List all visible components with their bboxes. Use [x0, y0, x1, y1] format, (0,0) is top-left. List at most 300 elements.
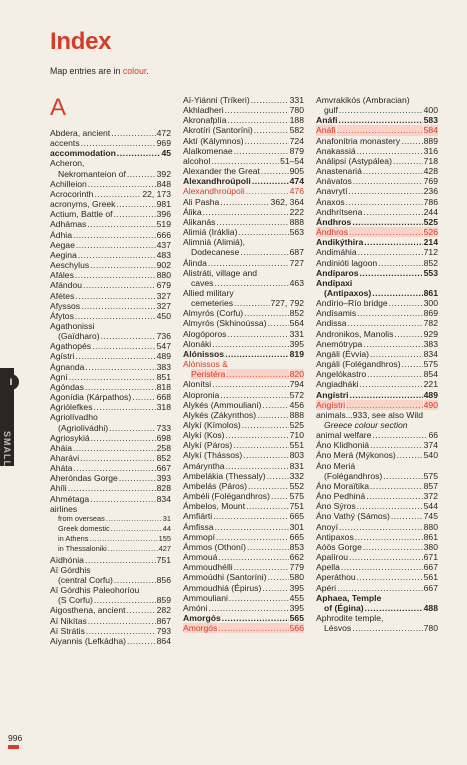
- entry-page: 583: [423, 115, 438, 126]
- entry-term: Greek domestic: [58, 524, 110, 534]
- entry-term: gulf: [324, 105, 338, 116]
- entry-term: Áno Merá (Mýkonos): [316, 450, 396, 461]
- entry-page: 665: [289, 531, 304, 542]
- index-entry: [50, 148, 171, 158]
- leader-dots: [338, 115, 422, 125]
- index-entry: [316, 115, 438, 125]
- index-entry: [316, 390, 438, 400]
- entry-term: Ammopí: [183, 531, 215, 542]
- index-entry: [183, 613, 304, 623]
- entry-page: 698: [156, 432, 171, 443]
- entry-page: 383: [156, 361, 171, 372]
- leader-dots: [106, 514, 162, 524]
- entry-term: Ambelákia (Thessaly): [183, 470, 266, 481]
- entry-page: 450: [156, 310, 171, 321]
- index-entry: [50, 392, 171, 402]
- index-heading-text: Aï Górdhis Paleohoríou: [50, 585, 140, 596]
- index-column-2: [183, 95, 304, 633]
- entry-term: Ámmos (Othoní): [183, 541, 247, 552]
- entry-page: 665: [289, 511, 304, 522]
- index-heading-text: Alistráti, village and: [183, 267, 258, 278]
- entry-term: Aháta: [50, 463, 73, 474]
- entry-term: Ámbelos, Mount: [183, 501, 246, 512]
- index-entry: [183, 583, 304, 593]
- entry-term: (Antipaxos): [324, 287, 372, 298]
- section-letter: A: [50, 94, 67, 121]
- entry-term: Áno Moraïtika: [316, 480, 370, 491]
- leader-dots: [85, 555, 156, 565]
- index-entry: [316, 481, 438, 491]
- entry-page: 544: [423, 501, 438, 512]
- entry-page: 483: [156, 249, 171, 260]
- entry-term: Amáryntha: [183, 460, 225, 471]
- entry-term: Alopronia: [183, 389, 220, 400]
- index-entry: [183, 532, 304, 542]
- entry-term: Afándou: [50, 280, 83, 291]
- leader-dots: [73, 443, 156, 453]
- entry-term: Anafonítria monastery: [316, 135, 401, 146]
- entry-term: Amfiárti: [183, 511, 213, 522]
- entry-term: Ali Pasha: [183, 196, 220, 207]
- index-entry: [183, 420, 304, 430]
- index-heading: [183, 237, 304, 247]
- entry-term: Acrocorinth: [50, 188, 94, 199]
- entry-term: Alónissos: [183, 348, 225, 359]
- leader-dots: [391, 511, 423, 521]
- entry-page: 724: [289, 135, 304, 146]
- leader-dots: [108, 544, 158, 554]
- leader-dots: [339, 105, 423, 115]
- subtitle-text: Map entries are in: [50, 66, 123, 76]
- entry-page: 780: [423, 623, 438, 634]
- page-title: Index: [50, 28, 112, 55]
- index-entry: [50, 626, 171, 636]
- index-entry: [316, 288, 438, 298]
- entry-term: Aegina: [50, 249, 77, 260]
- index-entry: [50, 616, 171, 626]
- index-entry: [50, 169, 171, 179]
- entry-page: 818: [156, 381, 171, 392]
- index-heading: [50, 158, 171, 168]
- entry-page: 667: [423, 582, 438, 593]
- entry-term: Andinióti lagoon: [316, 257, 378, 268]
- index-entry: [183, 156, 304, 166]
- entry-term: Agístri: [50, 351, 75, 362]
- leader-dots: [208, 258, 289, 268]
- entry-page: 854: [423, 369, 438, 380]
- leader-dots: [218, 623, 288, 633]
- leader-dots: [348, 318, 423, 328]
- index-entry: [316, 258, 438, 268]
- entry-page: 489: [423, 389, 438, 400]
- index-entry: [50, 179, 171, 189]
- entry-page: 667: [423, 562, 438, 573]
- index-entry: [316, 552, 438, 562]
- index-entry: [316, 186, 438, 196]
- index-entry: [316, 166, 438, 176]
- index-entry: [183, 400, 304, 410]
- entry-term: Agóndas: [50, 381, 84, 392]
- index-entry: [50, 514, 171, 524]
- entry-page: 888: [289, 409, 304, 420]
- index-entry: [316, 105, 438, 115]
- entry-page: 427: [158, 544, 171, 554]
- entry-page: 489: [156, 351, 171, 362]
- leader-dots: [114, 575, 156, 585]
- leader-dots: [119, 473, 156, 483]
- leader-dots: [127, 169, 156, 179]
- leader-dots: [358, 247, 423, 257]
- leader-dots: [268, 572, 289, 582]
- entry-term: Alykí (Kos): [183, 430, 225, 441]
- index-entry: [316, 532, 438, 542]
- leader-dots: [389, 298, 423, 308]
- leader-dots: [220, 197, 269, 207]
- entry-page: 671: [423, 552, 438, 563]
- leader-dots: [244, 308, 288, 318]
- entry-term: Angáli (Folégandhros): [316, 359, 401, 370]
- index-heading-text: Aphrodite temple,: [316, 612, 384, 623]
- leader-dots: [213, 511, 289, 521]
- entry-page: 793: [156, 625, 171, 636]
- entry-term: Ammoúdhi (Santoríni): [183, 572, 267, 583]
- entry-term: Aï Nikítas: [50, 615, 87, 626]
- leader-dots: [349, 390, 422, 400]
- leader-dots: [394, 329, 422, 339]
- entry-term: Aï-Yiánni (Tríkeri): [183, 95, 250, 105]
- entry-term: (S Corfu): [58, 595, 93, 606]
- leader-dots: [370, 481, 423, 491]
- index-entry: [316, 572, 438, 582]
- leader-dots: [73, 463, 155, 473]
- leader-dots: [383, 471, 422, 481]
- index-entry: [183, 491, 304, 501]
- entry-page: 282: [156, 605, 171, 616]
- entry-term: Ágnanda: [50, 361, 85, 372]
- leader-dots: [226, 461, 289, 471]
- entry-page: 490: [423, 399, 438, 410]
- entry-term: Alikanás: [183, 216, 216, 227]
- index-column-3: [316, 95, 438, 633]
- entry-term: in Thessaloniki: [58, 544, 107, 554]
- leader-dots: [271, 491, 289, 501]
- entry-term: caves: [191, 277, 214, 288]
- entry-page: 244: [423, 206, 438, 217]
- leader-dots: [366, 491, 422, 501]
- entry-term: Aháia: [50, 442, 72, 453]
- side-tab-label: [2, 395, 12, 467]
- leader-dots: [245, 136, 289, 146]
- index-entry: [316, 491, 438, 501]
- entry-page: 981: [156, 199, 171, 210]
- entry-page: 428: [423, 166, 438, 177]
- entry-page: 155: [158, 534, 171, 544]
- entry-page: 258: [156, 442, 171, 453]
- leader-dots: [370, 349, 423, 359]
- index-entry: [183, 481, 304, 491]
- leader-dots: [208, 603, 288, 613]
- entry-page: 780: [289, 105, 304, 116]
- entry-page: 331: [289, 95, 304, 105]
- entry-page: 552: [289, 480, 304, 491]
- leader-dots: [346, 400, 423, 410]
- entry-term: acronyms, Greek: [50, 199, 116, 210]
- index-entry: [316, 369, 438, 379]
- entry-term: of (Égina): [324, 602, 364, 613]
- index-entry: [50, 605, 171, 615]
- entry-page: 455: [289, 592, 304, 603]
- entry-term: Alimiá (Irákliа): [183, 227, 238, 238]
- index-entry: [50, 311, 171, 321]
- entry-term: Alykí (Thássos): [183, 450, 243, 461]
- entry-term: Lésvos: [324, 623, 352, 634]
- leader-dots: [88, 179, 156, 189]
- leader-dots: [357, 146, 423, 156]
- leader-dots: [212, 339, 288, 349]
- leader-dots: [367, 369, 422, 379]
- index-entry: [316, 308, 438, 318]
- index-column-1: [50, 128, 171, 646]
- entry-page: 794: [289, 379, 304, 390]
- index-entry: [183, 146, 304, 156]
- leader-dots: [116, 199, 155, 209]
- leader-dots: [109, 423, 156, 433]
- entry-term: Ánaxos: [316, 196, 345, 207]
- index-entry: [316, 400, 438, 410]
- entry-term: Peristéra: [191, 369, 226, 380]
- index-heading-text: airlines: [50, 503, 78, 514]
- index-heading: [183, 268, 304, 278]
- entry-page: 859: [156, 595, 171, 606]
- index-entry: [316, 136, 438, 146]
- entry-term: Actium, Battle of: [50, 209, 113, 220]
- entry-term: Anoyí: [316, 521, 338, 532]
- entry-term: Afyssos: [50, 300, 81, 311]
- leader-dots: [86, 626, 156, 636]
- index-entry: [316, 379, 438, 389]
- index-entry: [183, 390, 304, 400]
- index-entry: [316, 542, 438, 552]
- entry-term: Alexandhroúpoli: [183, 186, 245, 197]
- entry-term: Aïdhónia: [50, 554, 84, 565]
- entry-term: Agathopés: [50, 341, 92, 352]
- leader-dots: [233, 440, 288, 450]
- index-heading: [183, 359, 304, 369]
- entry-term: Andírio–Río bridge: [316, 298, 388, 309]
- entry-term: Alykés (Ammouliani): [183, 399, 262, 410]
- entry-page: 393: [156, 473, 171, 484]
- leader-dots: [248, 481, 289, 491]
- entry-page: 820: [289, 369, 304, 380]
- entry-page: 395: [289, 602, 304, 613]
- entry-term: Aktí (Kálymnos): [183, 135, 244, 146]
- entry-term: Aï Strátis: [50, 625, 85, 636]
- index-entry: [316, 359, 438, 369]
- leader-dots: [94, 595, 156, 605]
- entry-page: 572: [289, 389, 304, 400]
- leader-dots: [257, 410, 289, 420]
- index-entry: [50, 280, 171, 290]
- index-entry: [183, 125, 304, 135]
- entry-page: 463: [289, 277, 304, 288]
- index-entry: [50, 138, 171, 148]
- entry-page: 852: [289, 308, 304, 319]
- leader-dots: [352, 217, 422, 227]
- entry-term: accents: [50, 138, 80, 149]
- leader-dots: [92, 341, 156, 351]
- entry-term: Andronikos, Manolis: [316, 328, 394, 339]
- leader-dots: [378, 258, 422, 268]
- leader-dots: [397, 450, 423, 460]
- leader-dots: [220, 390, 288, 400]
- index-entry: [183, 542, 304, 552]
- entry-page: 525: [289, 420, 304, 430]
- index-entry: [183, 227, 304, 237]
- index-entry: [183, 430, 304, 440]
- index-entry: [50, 341, 171, 351]
- entry-term: Akrotíri (Santoríni): [183, 125, 253, 136]
- entry-page: 668: [156, 392, 171, 403]
- entry-page: 327: [156, 290, 171, 301]
- index-heading: [316, 410, 438, 420]
- index-entry: [183, 440, 304, 450]
- leader-dots: [229, 593, 289, 603]
- entry-term: Anemótrypa: [316, 338, 363, 349]
- leader-dots: [91, 433, 156, 443]
- section-badge: I: [3, 374, 19, 390]
- leader-dots: [127, 605, 156, 615]
- entry-page: 745: [423, 511, 438, 522]
- entry-page: 851: [156, 371, 171, 382]
- entry-term: Aegae: [50, 239, 75, 250]
- entry-term: cemeteries: [191, 298, 234, 309]
- leader-dots: [360, 268, 423, 278]
- index-entry: [183, 623, 304, 633]
- entry-page: 301: [289, 521, 304, 532]
- index-entry: [183, 593, 304, 603]
- entry-term: Anáfi: [316, 115, 338, 126]
- leader-dots: [364, 237, 422, 247]
- entry-page: 819: [289, 348, 304, 359]
- entry-term: Áno Pedhiná: [316, 491, 366, 502]
- leader-dots: [262, 583, 288, 593]
- entry-page: 553: [423, 267, 438, 278]
- index-entry: [50, 463, 171, 473]
- leader-dots: [363, 542, 423, 552]
- index-entry: [316, 450, 438, 460]
- leader-dots: [75, 311, 156, 321]
- index-heading-text: Alónissos &: [183, 359, 228, 370]
- leader-dots: [357, 501, 423, 511]
- leader-dots: [355, 532, 423, 542]
- index-entry: [316, 603, 438, 613]
- entry-page: 395: [289, 338, 304, 349]
- index-entry: [183, 501, 304, 511]
- entry-term: Angelókastro: [316, 369, 367, 380]
- leader-dots: [216, 532, 289, 542]
- leader-dots: [75, 270, 156, 280]
- entry-term: Agní: [50, 371, 68, 382]
- entry-term: Análipsi (Astypálea): [316, 155, 392, 166]
- entry-page: 803: [289, 450, 304, 461]
- entry-term: Abdera, ancient: [50, 128, 111, 138]
- entry-term: Anastenariá: [316, 166, 362, 177]
- entry-term: Aheróndas Gorge: [50, 473, 118, 484]
- entry-page: 828: [156, 483, 171, 494]
- index-entry: [50, 544, 171, 554]
- entry-term: Aharávi: [50, 453, 80, 463]
- leader-dots: [402, 359, 423, 369]
- entry-term: Álinda: [183, 257, 207, 268]
- index-entry: [183, 207, 304, 217]
- index-entry: [183, 379, 304, 389]
- leader-dots: [349, 227, 423, 237]
- entry-term: Alykés (Zákynthos): [183, 409, 257, 420]
- entry-page: 712: [423, 247, 438, 258]
- leader-dots: [127, 636, 156, 646]
- entry-page: 929: [423, 328, 438, 339]
- entry-page: 852: [156, 453, 171, 463]
- entry-term: Anávatos: [316, 176, 352, 187]
- entry-term: Apéri: [316, 582, 337, 593]
- index-entry: [50, 382, 171, 392]
- index-heading-text: Andípaxi: [316, 277, 353, 288]
- leader-dots: [69, 372, 156, 382]
- entry-term: Akhladheri: [183, 105, 224, 116]
- entry-term: Ambelás (Páros): [183, 480, 247, 491]
- leader-dots: [216, 217, 288, 227]
- entry-term: Anakassiá: [316, 145, 356, 156]
- entry-page: 733: [156, 422, 171, 433]
- entry-term: Andíparos: [316, 267, 359, 278]
- leader-dots: [212, 379, 288, 389]
- index-entry: [183, 349, 304, 359]
- entry-page: 853: [289, 541, 304, 552]
- entry-page: 662: [289, 552, 304, 563]
- entry-term: Andhrítsena: [316, 206, 363, 217]
- entry-page: 575: [423, 359, 438, 370]
- leader-dots: [262, 400, 288, 410]
- index-heading: [316, 278, 438, 288]
- entry-page: 565: [289, 612, 304, 623]
- entry-term: Áno Klidhoniá: [316, 440, 370, 451]
- entry-page: 332: [289, 470, 304, 481]
- index-entry: [183, 461, 304, 471]
- entry-page: 331: [289, 328, 304, 339]
- index-entry: [183, 450, 304, 460]
- index-heading: [50, 504, 171, 514]
- entry-term: Andissa: [316, 318, 347, 329]
- index-heading: [50, 565, 171, 575]
- subtitle-period: .: [146, 66, 149, 76]
- leader-dots: [111, 524, 162, 534]
- entry-page: 867: [156, 615, 171, 626]
- entry-page: 396: [156, 209, 171, 220]
- entry-page: 526: [423, 227, 438, 238]
- leader-dots: [246, 501, 289, 511]
- leader-dots: [75, 351, 155, 361]
- entry-page: 782: [423, 318, 438, 329]
- index-heading: [50, 321, 171, 331]
- index-entry: [316, 298, 438, 308]
- entry-page: 831: [289, 460, 304, 471]
- entry-term: Alexandhroúpoli: [183, 176, 251, 187]
- entry-page: 525: [423, 216, 438, 227]
- leader-dots: [365, 603, 423, 613]
- entry-term: Nekromanteion of: [58, 168, 126, 179]
- entry-page: 400: [423, 105, 438, 116]
- entry-page: 751: [289, 501, 304, 512]
